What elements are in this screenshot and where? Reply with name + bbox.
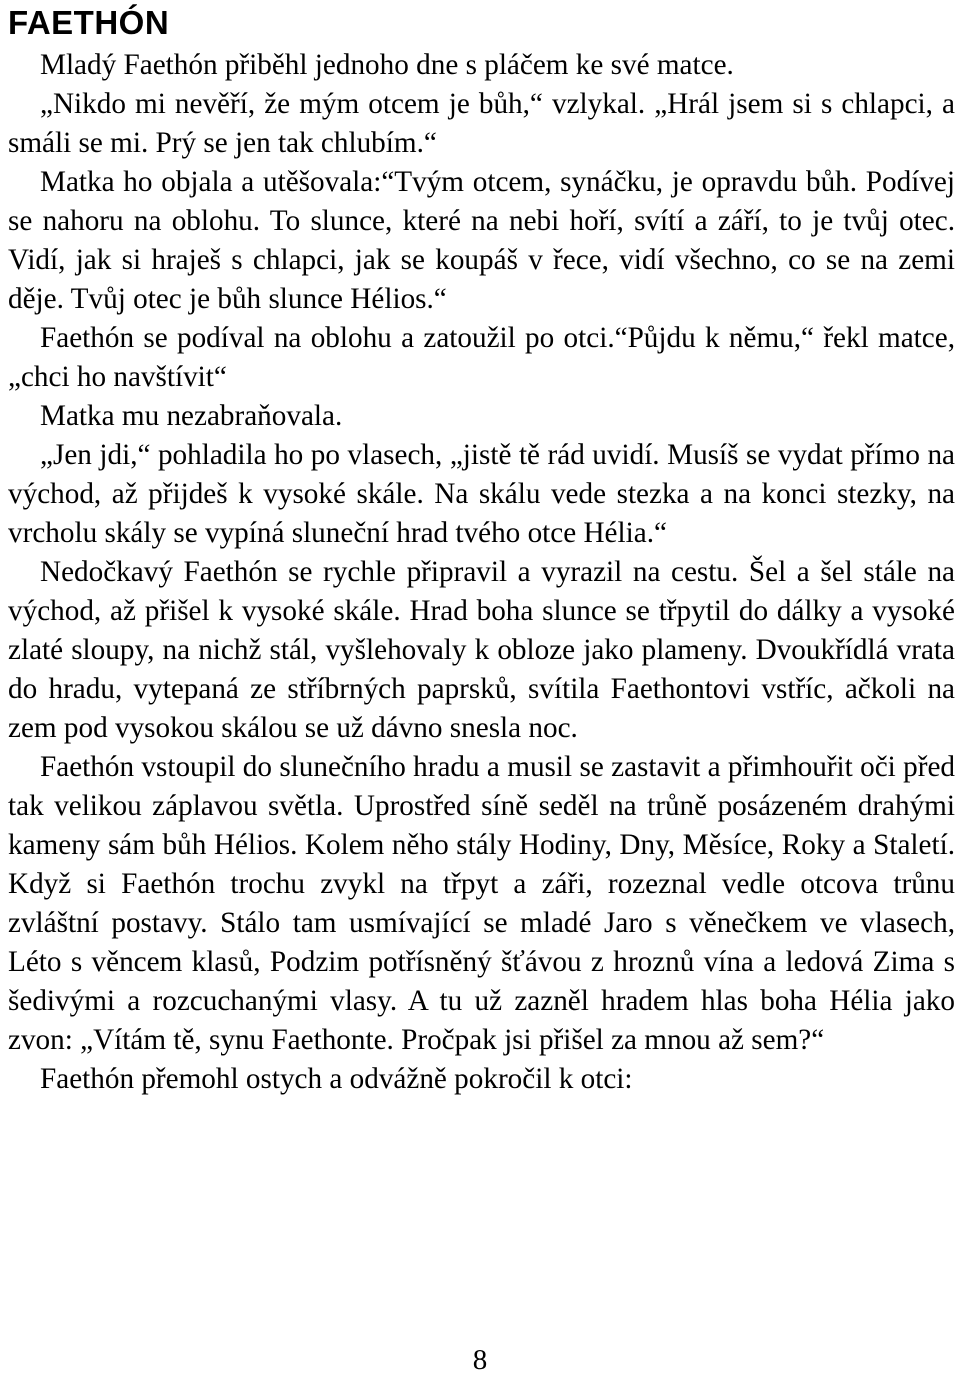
paragraph: Matka ho objala a utěšovala:“Tvým otcem, synáčku, je opravdu bůh. Podívej se nahoru na oblohu. To slunce, které na nebi hoří, svítí a září, to je tvůj otec. Vidí, jak si hraješ s chlapci, jak se koupáš v řece, vidí všechno, co se na zemi děje. Tvůj otec je bůh slunce Hélios.“ xyxy=(8,166,955,315)
paragraph: Mladý Faethón přiběhl jednoho dne s pláčem ke své matce. xyxy=(40,49,734,81)
paragraph: Faethón se podíval na oblohu a zatoužil po otci.“Půjdu k němu,“ řekl matce, „chci ho navštívit“ xyxy=(8,322,955,393)
paragraph: Faethón přemohl ostych a odvážně pokročil k otci: xyxy=(40,1063,633,1095)
paragraph: „Jen jdi,“ pohladila ho po vlasech, „jistě tě rád uvidí. Musíš se vydat přímo na východ, až přijdeš k vysoké skále. Na skálu vede stezka a na konci stezky, na vrcholu skály se vypíná sluneční hrad tvého otce Hélia.“ xyxy=(8,439,955,549)
paragraph: Faethón vstoupil do slunečního hradu a musil se zastavit a přimhouřit oči před tak velikou záplavou světla. Uprostřed síně seděl na trůně posázeném drahými kameny sám bůh Hélios. Kolem něho stály Hodiny, Dny, Měsíce, Roky a Staletí. Když si Faethón trochu zvykl na třpyt a záři, rozeznal vedle otcova trůnu zvláštní postavy. Stálo tam usmívající se mladé Jaro s věnečkem ve vlasech, Léto s věncem klasů, Podzim potřísněný šťávou z hroznů vína a ledová Zima s šedivými a rozcuchanými vlasy. A tu už zazněl hradem hlas boha Hélia jako zvon: „Vítám tě, synu Faethonte. Pročpak jsi přišel za mnou až sem?“ xyxy=(8,751,955,1056)
chapter-title: FAETHÓN xyxy=(8,4,170,41)
paragraph: Matka mu nezabraňovala. xyxy=(40,400,343,432)
page-number: 8 xyxy=(472,1344,488,1376)
body-text xyxy=(8,46,955,1099)
paragraph: Nedočkavý Faethón se rychle připravil a vyrazil na cestu. Šel a šel stále na východ, až přišel k vysoké skále. Hrad boha slunce se třpytil do dálky a vysoké zlaté sloupy, na nichž stál, vyšlehovaly k obloze jako plameny. Dvoukřídlá vrata do hradu, vytepaná ze stříbrných paprsků, svítila Faethontovi vstříc, ačkoli na zem pod vysokou skálou se už dávno snesla noc. xyxy=(8,556,955,744)
document-page xyxy=(8,0,955,1099)
paragraph: „Nikdo mi nevěří, že mým otcem je bůh,“ vzlykal. „Hrál jsem si s chlapci, a smáli se mi. Prý se jen tak chlubím.“ xyxy=(8,88,955,159)
